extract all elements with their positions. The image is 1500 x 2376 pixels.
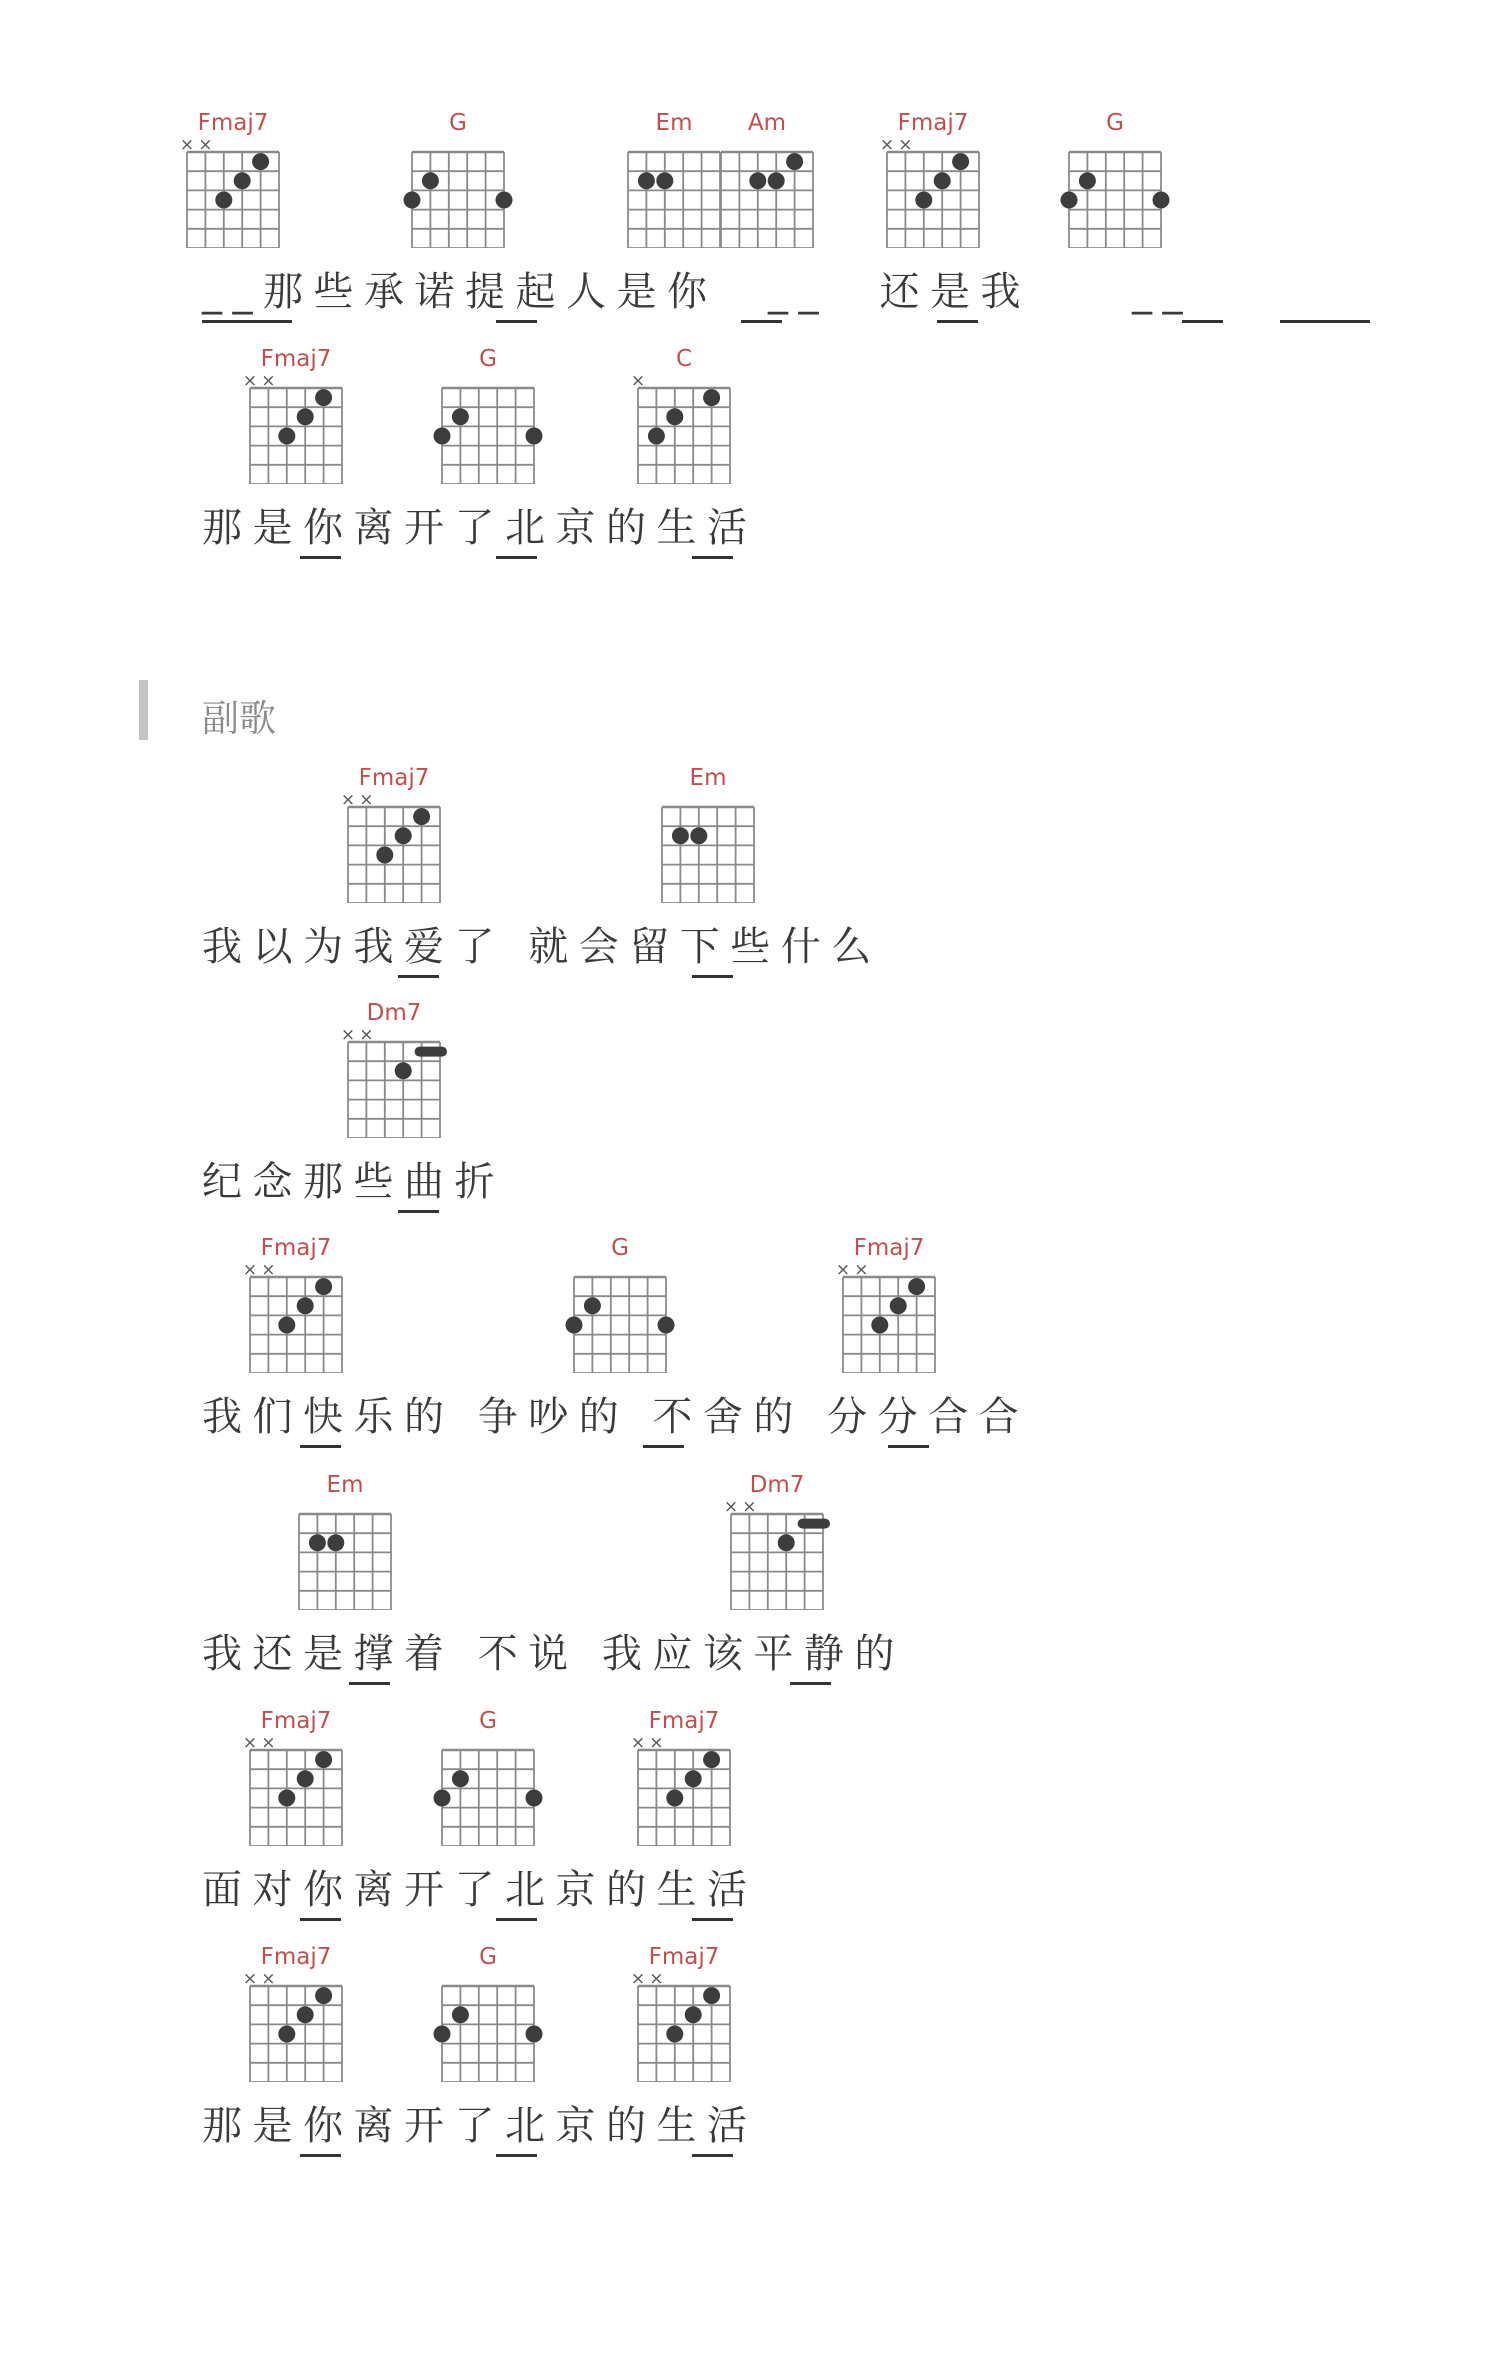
chord-name: G bbox=[478, 1944, 497, 1970]
lyric-line: 我还是撑着 不说 我应该平静的 bbox=[202, 1631, 905, 1677]
lyric-line: 我以为我爱了 就会留下些什么 bbox=[202, 924, 882, 970]
chord-diagram-fmaj7 bbox=[823, 1227, 955, 1373]
finger-dot bbox=[1079, 172, 1096, 189]
chord-diagram-fmaj7 bbox=[230, 1700, 362, 1846]
lyric-underline bbox=[1182, 320, 1223, 323]
chord-name: G bbox=[478, 346, 497, 372]
lyric-underline bbox=[398, 975, 439, 978]
chord-name: Fmaj7 bbox=[197, 110, 269, 136]
muted-string-marker: × bbox=[836, 1260, 851, 1280]
chord-name: Fmaj7 bbox=[261, 1944, 332, 1970]
lyric-underline bbox=[692, 1918, 733, 1921]
finger-dot bbox=[433, 1790, 450, 1807]
finger-dot bbox=[252, 153, 269, 170]
finger-dot bbox=[703, 1987, 720, 2004]
finger-dot bbox=[315, 1751, 332, 1768]
lyric-underline bbox=[643, 1445, 684, 1448]
section-label-chorus: 副歌 bbox=[202, 697, 276, 740]
chord-name: C bbox=[675, 346, 692, 372]
finger-dot bbox=[767, 172, 784, 189]
muted-string-marker: × bbox=[741, 1497, 757, 1517]
muted-string-marker: × bbox=[359, 1025, 374, 1045]
chord-diagram-fmaj7 bbox=[230, 338, 362, 484]
lyric-underline bbox=[300, 556, 341, 559]
lyric-underline bbox=[790, 1682, 831, 1685]
chord-diagram-em bbox=[642, 757, 774, 903]
chord-diagram-dm7 bbox=[711, 1464, 843, 1610]
finger-dot bbox=[315, 389, 332, 406]
chord-diagram-g bbox=[392, 102, 524, 248]
lyric-underline bbox=[202, 320, 292, 323]
chord-name: Fmaj7 bbox=[898, 110, 969, 136]
muted-string-marker: × bbox=[261, 1969, 276, 1989]
chord-diagram-g bbox=[554, 1227, 686, 1373]
lyric-underline bbox=[496, 556, 537, 559]
chord-name: G bbox=[449, 110, 468, 136]
lyric-underline bbox=[300, 2154, 341, 2157]
finger-dot bbox=[908, 1278, 925, 1295]
finger-dot bbox=[890, 1297, 907, 1314]
finger-dot bbox=[315, 1278, 332, 1295]
chord-name: G bbox=[478, 1708, 497, 1734]
finger-dot bbox=[377, 847, 394, 864]
finger-dot bbox=[279, 428, 296, 445]
lyric-line: 我们快乐的 争吵的 不舍的 分分合合 bbox=[202, 1394, 1030, 1440]
muted-string-marker: × bbox=[179, 135, 194, 155]
chord-diagram-dm7 bbox=[328, 992, 460, 1138]
chord-name: Dm7 bbox=[367, 1000, 422, 1026]
chord-name: Fmaj7 bbox=[648, 1708, 719, 1734]
muted-string-marker: × bbox=[648, 1733, 664, 1753]
chord-diagram-g bbox=[422, 1936, 554, 2082]
lyric-line: 面对你离开了北京的生活 bbox=[202, 1867, 758, 1913]
chord-diagram-fmaj7 bbox=[328, 757, 460, 903]
lyric-underline bbox=[888, 1445, 929, 1448]
finger-dot bbox=[672, 827, 689, 844]
muted-string-marker: × bbox=[648, 1969, 664, 1989]
chord-name: Em bbox=[689, 765, 727, 791]
finger-dot bbox=[684, 2006, 701, 2023]
chord-diagram-fmaj7 bbox=[618, 1700, 750, 1846]
chord-diagram-fmaj7 bbox=[867, 102, 999, 248]
muted-string-marker: × bbox=[630, 1733, 645, 1753]
chord-name: Fmaj7 bbox=[648, 1944, 719, 1970]
muted-string-marker: × bbox=[880, 135, 895, 155]
finger-dot bbox=[315, 1987, 332, 2004]
chord-name: Fmaj7 bbox=[261, 1708, 332, 1734]
chord-name: Em bbox=[326, 1472, 364, 1498]
barre-bar bbox=[415, 1047, 447, 1057]
muted-string-marker: × bbox=[243, 371, 258, 391]
chord-name: Fmaj7 bbox=[261, 1235, 332, 1261]
finger-dot bbox=[413, 808, 430, 825]
finger-dot bbox=[451, 408, 468, 425]
finger-dot bbox=[395, 827, 412, 844]
finger-dot bbox=[666, 1790, 683, 1807]
finger-dot bbox=[422, 172, 439, 189]
finger-dot bbox=[684, 1770, 701, 1787]
finger-dot bbox=[657, 1317, 674, 1334]
finger-dot bbox=[1060, 192, 1077, 209]
finger-dot bbox=[215, 192, 232, 209]
finger-dot bbox=[525, 1790, 542, 1807]
barre-bar bbox=[797, 1519, 829, 1529]
chord-name: G bbox=[610, 1235, 629, 1261]
lyric-line: 纪念那些曲折 bbox=[202, 1159, 505, 1205]
finger-dot bbox=[328, 1534, 345, 1551]
muted-string-marker: × bbox=[630, 1969, 645, 1989]
finger-dot bbox=[451, 1770, 468, 1787]
finger-dot bbox=[525, 2026, 542, 2043]
finger-dot bbox=[297, 2006, 314, 2023]
chord-diagram-g bbox=[422, 338, 554, 484]
muted-string-marker: × bbox=[341, 1025, 356, 1045]
muted-string-marker: × bbox=[630, 371, 645, 391]
chord-name: Dm7 bbox=[749, 1472, 804, 1498]
finger-dot bbox=[934, 172, 951, 189]
lyric-underline bbox=[496, 320, 537, 323]
finger-dot bbox=[279, 1317, 296, 1334]
lyric-underline bbox=[741, 320, 782, 323]
chord-name: Fmaj7 bbox=[359, 765, 430, 791]
muted-string-marker: × bbox=[898, 135, 913, 155]
chord-name: Am bbox=[747, 110, 786, 136]
finger-dot bbox=[1152, 192, 1169, 209]
finger-dot bbox=[952, 153, 969, 170]
finger-dot bbox=[749, 172, 766, 189]
muted-string-marker: × bbox=[261, 1260, 276, 1280]
finger-dot bbox=[525, 428, 542, 445]
chord-diagram-fmaj7 bbox=[230, 1227, 362, 1373]
finger-dot bbox=[690, 827, 707, 844]
finger-dot bbox=[666, 2026, 683, 2043]
lyric-line: 那是你离开了北京的生活 bbox=[202, 2103, 758, 2149]
finger-dot bbox=[433, 428, 450, 445]
finger-dot bbox=[279, 2026, 296, 2043]
finger-dot bbox=[786, 153, 803, 170]
finger-dot bbox=[279, 1790, 296, 1807]
lyric-underline bbox=[349, 1682, 390, 1685]
finger-dot bbox=[703, 1751, 720, 1768]
lyric-underline bbox=[692, 2154, 733, 2157]
finger-dot bbox=[565, 1317, 582, 1334]
finger-dot bbox=[703, 389, 720, 406]
finger-dot bbox=[451, 2006, 468, 2023]
finger-dot bbox=[638, 172, 655, 189]
muted-string-marker: × bbox=[197, 135, 213, 155]
chord-diagram-c bbox=[618, 338, 750, 484]
muted-string-marker: × bbox=[243, 1969, 258, 1989]
chord-name: Fmaj7 bbox=[853, 1235, 925, 1261]
lyric-line: 那是你离开了北京的生活 bbox=[202, 505, 758, 551]
lyric-underline bbox=[496, 2154, 537, 2157]
finger-dot bbox=[584, 1297, 601, 1314]
muted-string-marker: × bbox=[854, 1260, 869, 1280]
lyric-underline bbox=[692, 556, 733, 559]
muted-string-marker: × bbox=[243, 1260, 258, 1280]
finger-dot bbox=[297, 1297, 314, 1314]
finger-dot bbox=[297, 1770, 314, 1787]
finger-dot bbox=[395, 1062, 412, 1079]
chord-diagram-g bbox=[422, 1700, 554, 1846]
chord-diagram-fmaj7 bbox=[167, 102, 299, 248]
finger-dot bbox=[297, 408, 314, 425]
lyric-underline bbox=[300, 1918, 341, 1921]
muted-string-marker: × bbox=[723, 1497, 738, 1517]
chord-diagram-am bbox=[701, 102, 833, 248]
finger-dot bbox=[496, 192, 513, 209]
finger-dot bbox=[647, 428, 664, 445]
finger-dot bbox=[404, 192, 421, 209]
chord-diagram-em bbox=[279, 1464, 411, 1610]
finger-dot bbox=[666, 408, 683, 425]
muted-string-marker: × bbox=[261, 371, 276, 391]
chord-diagram-fmaj7 bbox=[230, 1936, 362, 2082]
finger-dot bbox=[872, 1317, 889, 1334]
lyric-underline bbox=[1280, 320, 1370, 323]
muted-string-marker: × bbox=[359, 790, 374, 810]
lyric-underline bbox=[496, 1918, 537, 1921]
finger-dot bbox=[233, 172, 250, 189]
chord-diagram-fmaj7 bbox=[618, 1936, 750, 2082]
finger-dot bbox=[777, 1534, 794, 1551]
muted-string-marker: × bbox=[261, 1733, 276, 1753]
lyric-line: __那些承诺提起人是你 __ 还是我 __ bbox=[202, 269, 1193, 315]
muted-string-marker: × bbox=[243, 1733, 258, 1753]
chord-name: Em bbox=[655, 110, 693, 136]
lyric-underline bbox=[398, 1210, 439, 1213]
finger-dot bbox=[916, 192, 933, 209]
finger-dot bbox=[656, 172, 673, 189]
chord-name: Fmaj7 bbox=[261, 346, 332, 372]
finger-dot bbox=[433, 2026, 450, 2043]
lyric-underline bbox=[692, 975, 733, 978]
section-marker-bar bbox=[139, 680, 148, 740]
muted-string-marker: × bbox=[341, 790, 356, 810]
lyric-underline bbox=[937, 320, 978, 323]
finger-dot bbox=[309, 1534, 326, 1551]
chord-diagram-g bbox=[1049, 102, 1181, 248]
lyric-underline bbox=[300, 1445, 341, 1448]
chord-name: G bbox=[1105, 110, 1124, 136]
